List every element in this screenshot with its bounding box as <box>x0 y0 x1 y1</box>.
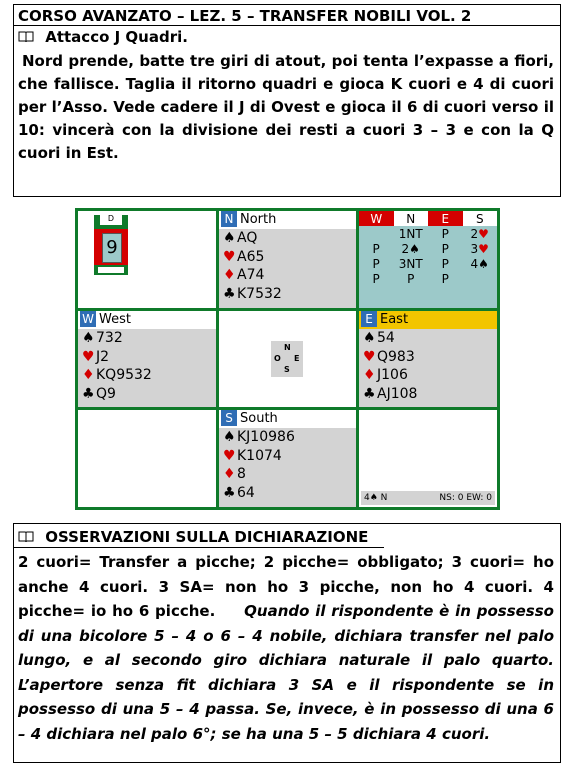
auction-bid <box>359 226 393 241</box>
diamond-icon: ♦ <box>363 367 376 383</box>
auction-bid: 4♠ <box>470 256 489 271</box>
heart-icon: ♥ <box>223 447 236 464</box>
diamond-icon: ♦ <box>82 367 95 383</box>
auction-bid: 3NT <box>398 256 423 271</box>
page-title: CORSO AVANZATO – LEZ. 5 – TRANSFER NOBILI VOL. 2 <box>13 4 561 26</box>
auction-bid: P <box>441 271 449 286</box>
auction-header-S: S <box>475 211 484 226</box>
auction-bid: P <box>372 271 380 286</box>
vulnerability: NS: 0 EW: 0 <box>439 493 492 503</box>
auction-bid: P <box>441 226 449 241</box>
contract: 4♠ N <box>364 493 388 503</box>
book-icon <box>18 31 34 43</box>
club-icon: ♣ <box>223 484 236 501</box>
compass-panel <box>219 311 356 407</box>
heart-icon: ♥ <box>478 241 489 256</box>
club-icon: ♣ <box>223 285 236 302</box>
auction-bid: P <box>441 256 449 271</box>
section-heading: OSSERVAZIONI SULLA DICHIARAZIONE <box>45 528 369 546</box>
auction-header-N: N <box>406 211 416 226</box>
heart-icon: ♥ <box>363 348 376 365</box>
opening-lead: Attacco J Quadri. <box>45 28 188 46</box>
auction-bid: P <box>372 256 380 271</box>
south-hand: S South ♠KJ10986 ♥K1074 ♦8 ♣64 <box>219 410 356 507</box>
empty-panel <box>78 410 216 507</box>
auction-bid: P <box>441 241 449 256</box>
auction-table <box>359 211 497 308</box>
seat-badge-north: N <box>221 211 237 227</box>
auction-header-W: W <box>359 211 394 226</box>
auction-bid: P <box>372 241 380 256</box>
spade-icon: ♠ <box>82 330 95 346</box>
auction-bid: 2♥ <box>470 226 489 241</box>
dealer-marker: D <box>100 213 122 225</box>
board-number-panel <box>78 211 216 308</box>
west-hand: W West ♠732 ♥J2 ♦KQ9532 ♣Q9 <box>78 311 216 407</box>
board-number: 9 <box>102 233 122 263</box>
auction-bid: 1NT <box>398 226 423 241</box>
auction-bid: 3♥ <box>470 241 489 256</box>
east-hand: E East ♠54 ♥Q983 ♦J106 ♣AJ108 <box>359 311 497 407</box>
seat-badge-south: S <box>221 410 237 426</box>
auction-bid: P <box>407 271 415 286</box>
result-panel <box>359 410 497 507</box>
club-icon: ♣ <box>363 385 376 402</box>
book-icon <box>18 531 34 543</box>
auction-header-E: E <box>428 211 462 226</box>
heart-icon: ♥ <box>223 248 236 265</box>
play-commentary <box>13 26 561 197</box>
north-hand: N North ♠AQ ♥A65 ♦A74 ♣K7532 <box>219 211 356 308</box>
seat-badge-east: E <box>361 311 377 327</box>
spade-icon: ♠ <box>223 230 236 246</box>
spade-icon: ♠ <box>363 330 376 346</box>
heart-icon: ♥ <box>478 226 489 241</box>
bidding-notes <box>13 523 561 763</box>
diamond-icon: ♦ <box>223 267 236 283</box>
bidding-explanation: 2 cuori= Transfer a picche; 2 picche= obbligato; 3 cuori= ho anche 4 cuori. 3 SA= non ho 3 picche, non ho 4 cuori. 4 picche= io ho 6 picche. Quando il rispondente è in possesso di una bicolore 5 – 4 o 6 – 4 nobile, dichiara transfer nel palo lungo, e al secondo giro dichiara naturale il palo quarto. L’apertore senza fit dichiara 3 SA e il rispondente se in possesso di una 5 – 4 passa. Se, invece, è in possesso di una 6 – 4 dichiara nel palo 6°; se ha una 5 – 5 dichiara 4 cuori. <box>18 553 554 743</box>
play-description: Nord prende, batte tre giri di atout, poi tenta l’expasse a fiori, che fallisce. Taglia il ritorno quadri e gioca K cuori e 4 di cuori per l’Asso. Vede cadere il J di Ovest e gioca il 6 di cuori verso il 10: vincerà con la divisione dei resti a cuori 3 – 3 e con la Q cuori in Est. <box>18 52 554 162</box>
club-icon: ♣ <box>82 385 95 402</box>
auction-bid: 2♠ <box>401 241 420 256</box>
seat-badge-west: W <box>80 311 96 327</box>
heart-icon: ♥ <box>82 348 95 365</box>
bridge-deal-diagram <box>75 208 500 510</box>
spade-icon: ♠ <box>223 429 236 445</box>
auction-bid <box>462 271 497 286</box>
compass-icon: N O E S <box>271 341 303 377</box>
diamond-icon: ♦ <box>223 466 236 482</box>
